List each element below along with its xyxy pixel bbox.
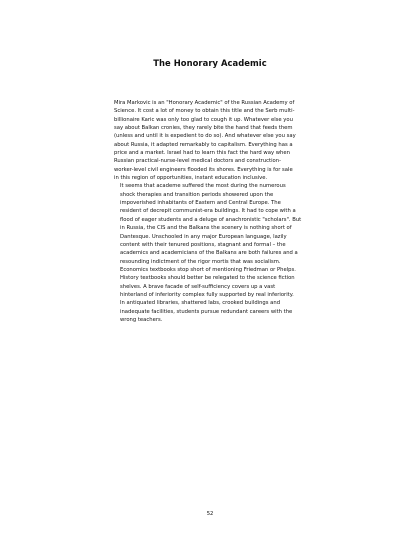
paragraph-1 [114,99,307,182]
text-line: shock therapies and transition periods showered upon the [120,191,274,198]
text-line: impoverished inhabitants of Eastern and Central Europe. The [120,200,281,207]
text-line: Economics textbooks stop short of mentioning Friedman or Phelps. [120,266,296,273]
text-line: price and a market. Israel had to learn this fact the hard way when [114,150,290,157]
text-line: Russian practical-nurse-level medical doctors and construction- [114,158,281,165]
text-line: billionaire Karic was only too glad to cough it up. Whatever else you [114,116,293,123]
text-line: flood of eager students and a deluge of anachronistic "scholars". But [120,216,302,223]
text-line: say about Balkan cronies, they rarely bite the hand that feeds them [114,125,293,132]
text-line: hinterland of inferiority complex fully supported by real inferiority. [120,291,294,298]
text-line: Dantesque. Unschooled in any major European language, lazily [120,233,287,240]
text-line: Science. It cost a lot of money to obtain this title and the Serb multi- [114,108,295,115]
text-line: resident of decrepit communist-era buildings. It had to cope with a [120,208,296,215]
page-number: 52 [206,511,214,517]
text-line: It seems that academe suffered the most during the numerous [120,183,286,190]
text-line: shelves. A brave facade of self-sufficiency covers up a vast [120,283,276,290]
text-line: Mira Markovic is an "Honorary Academic" of the Russian Academy of [114,100,295,106]
text-line: In antiquated libraries, shattered labs, crooked buildings and [120,300,281,307]
body-text [114,99,307,324]
text-line: inadequate facilities, students pursue redundant careers with the [120,308,293,315]
text-line: in Russia, the CIS and the Balkans the scenery is nothing short of [120,225,292,232]
text-line: resounding indictment of the rigor mortis that was socialism. [120,258,281,265]
text-line: (unless and until it is expedient to do so). And whatever else you say [114,133,296,140]
text-line: academics and academicians of the Balkans are both failures and a [120,250,298,257]
page-title: The Honorary Academic [153,58,267,68]
text-line: worker-level civil engineers flooded its shores. Everything is for sale [114,166,293,173]
text-line: about Russia, it adapted remarkably to capitalism. Everything has a [114,141,293,148]
text-line: wrong teachers. [120,316,163,323]
text-line: in this region of opportunities, instant education inclusive. [114,175,268,182]
paragraph-2 [114,182,307,324]
text-line: content with their tenured positions, stagnant and formal – the [120,241,286,248]
text-line: History textbooks should better be relegated to the science fiction [120,275,295,282]
